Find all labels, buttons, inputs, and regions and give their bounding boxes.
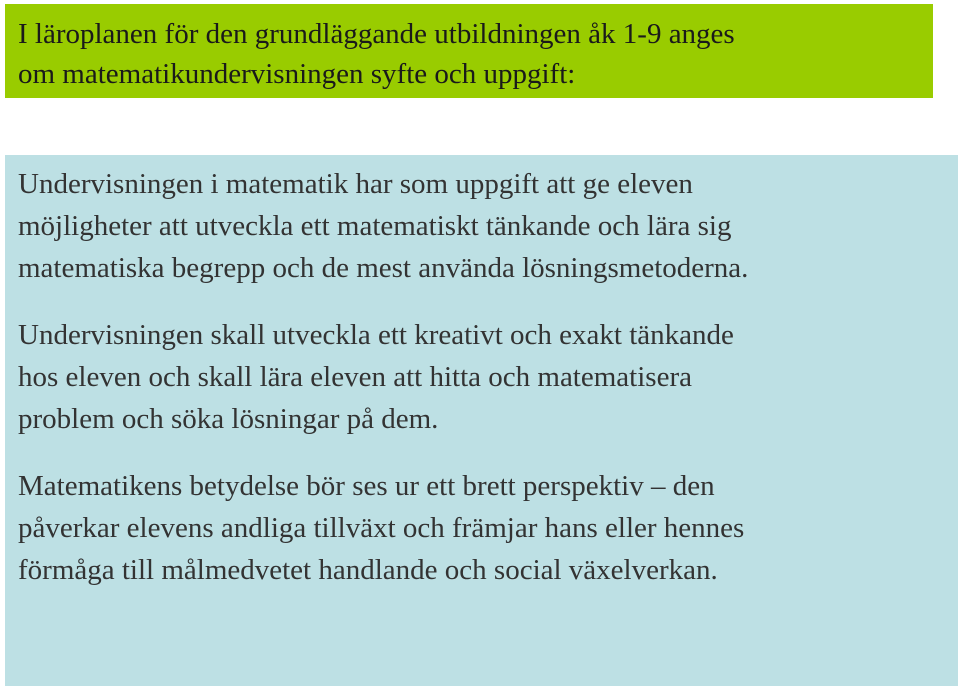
paragraph-line: förmåga till målmedvetet handlande och social växelverkan.: [18, 554, 718, 586]
title-line-1: I läroplanen för den grundläggande utbildningen åk 1-9 anges: [18, 18, 735, 50]
paragraph-line: Undervisningen i matematik har som uppgift att ge eleven: [18, 168, 693, 200]
paragraph-creative-thinking: [18, 314, 958, 440]
paragraph-significance: [18, 465, 958, 591]
paragraph-line: möjligheter att utveckla ett matematiskt tänkande och lära sig: [18, 210, 732, 242]
paragraph-line: påverkar elevens andliga tillväxt och främjar hans eller hennes: [18, 512, 745, 544]
paragraph-line: problem och söka lösningar på dem.: [18, 403, 439, 435]
paragraph-purpose: [18, 163, 958, 289]
paragraph-line: Undervisningen skall utveckla ett kreativt och exakt tänkande: [18, 319, 734, 351]
paragraph-line: Matematikens betydelse bör ses ur ett brett perspektiv – den: [18, 470, 715, 502]
title-box: [5, 4, 933, 98]
title-line-2: om matematikundervisningen syfte och uppgift:: [18, 58, 576, 90]
paragraph-line: hos eleven och skall lära eleven att hitta och matematisera: [18, 361, 692, 393]
content-box: [5, 155, 958, 686]
paragraph-line: matematiska begrepp och de mest använda lösningsmetoderna.: [18, 252, 749, 284]
